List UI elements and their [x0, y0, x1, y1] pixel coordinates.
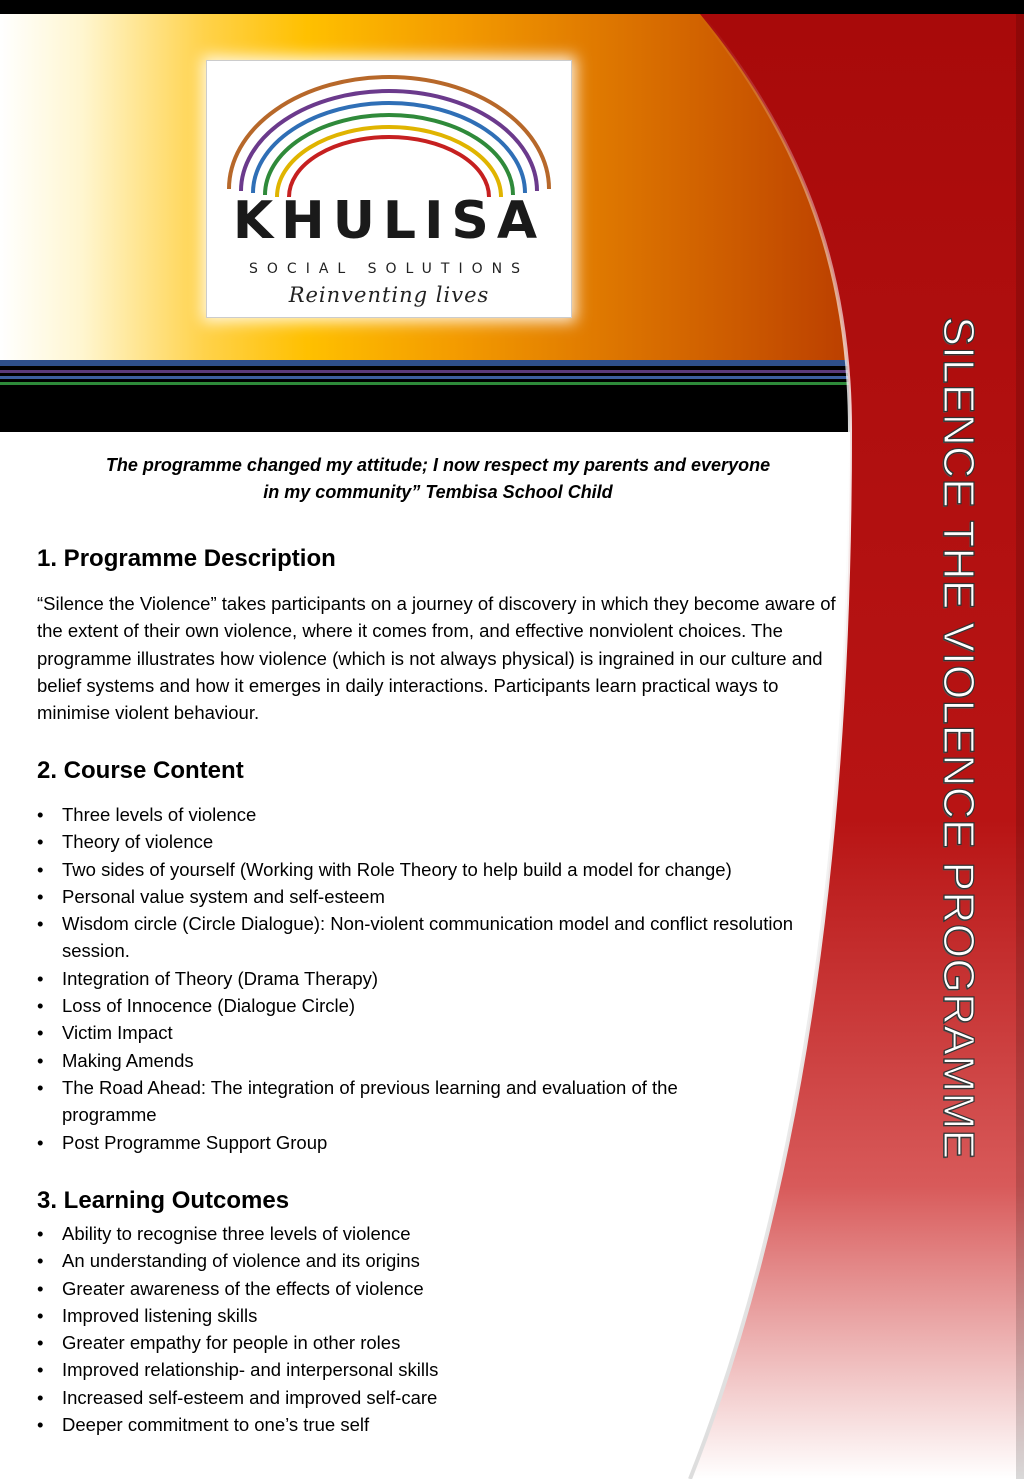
- list-item: • The Road Ahead: The integration of previous learning and evaluation of the programme: [37, 1074, 837, 1129]
- list-item: • Theory of violence: [37, 828, 837, 855]
- list-item: • Making Amends: [37, 1047, 837, 1074]
- programme-title-vertical: SILENCE THE VIOLENCE PROGRAMME: [934, 316, 983, 1160]
- section-heading-outcomes: 3. Learning Outcomes: [37, 1187, 290, 1214]
- logo-wordmark: KHULISA: [232, 191, 546, 251]
- list-item: • Personal value system and self-esteem: [37, 883, 837, 910]
- logo-subtitle: SOCIAL SOLUTIONS: [249, 261, 529, 277]
- list-item: • Victim Impact: [37, 1019, 837, 1046]
- list-item: • Integration of Theory (Drama Therapy): [37, 965, 837, 992]
- list-item: • Post Programme Support Group: [37, 1129, 837, 1156]
- logo-tagline: Reinventing lives: [288, 283, 490, 307]
- list-item: • Improved listening skills: [37, 1302, 837, 1329]
- testimonial-quote: The programme changed my attitude; I now respect my parents and everyone in my community” Tembisa School Child: [105, 455, 771, 502]
- list-item: • Greater empathy for people in other roles: [37, 1329, 837, 1356]
- list-item: • Ability to recognise three levels of violence: [37, 1220, 837, 1247]
- list-item: • Greater awareness of the effects of violence: [37, 1275, 837, 1302]
- list-item: • Three levels of violence: [37, 801, 837, 828]
- section-heading-content: 2. Course Content: [37, 757, 244, 784]
- list-item: • Improved relationship- and interpersonal skills: [37, 1356, 837, 1383]
- programme-description-text: “Silence the Violence” takes participants on a journey of discovery in which they become aware of the extent of their own violence, where it comes from, and effective nonviolent choices. The programme illustrates how violence (which is not always physical) is ingrained in our culture and belief systems and how it emerges in daily interactions. Participants learn practical ways to minimise violent behaviour.: [37, 593, 836, 724]
- course-content-list: [37, 801, 837, 1156]
- list-item: • Wisdom circle (Circle Dialogue): Non-violent communication model and conflict resolution session.: [37, 910, 837, 965]
- list-item: • An understanding of violence and its origins: [37, 1247, 837, 1274]
- list-item: • Deeper commitment to one’s true self: [37, 1411, 837, 1438]
- khulisa-logo: [206, 60, 572, 318]
- list-item: • Increased self-esteem and improved self-care: [37, 1384, 837, 1411]
- rainbow-arc-icon: [219, 69, 559, 197]
- section-heading-description: 1. Programme Description: [37, 545, 336, 572]
- list-item: • Loss of Innocence (Dialogue Circle): [37, 992, 837, 1019]
- learning-outcomes-list: [37, 1220, 837, 1438]
- list-item: • Two sides of yourself (Working with Role Theory to help build a model for change): [37, 856, 837, 883]
